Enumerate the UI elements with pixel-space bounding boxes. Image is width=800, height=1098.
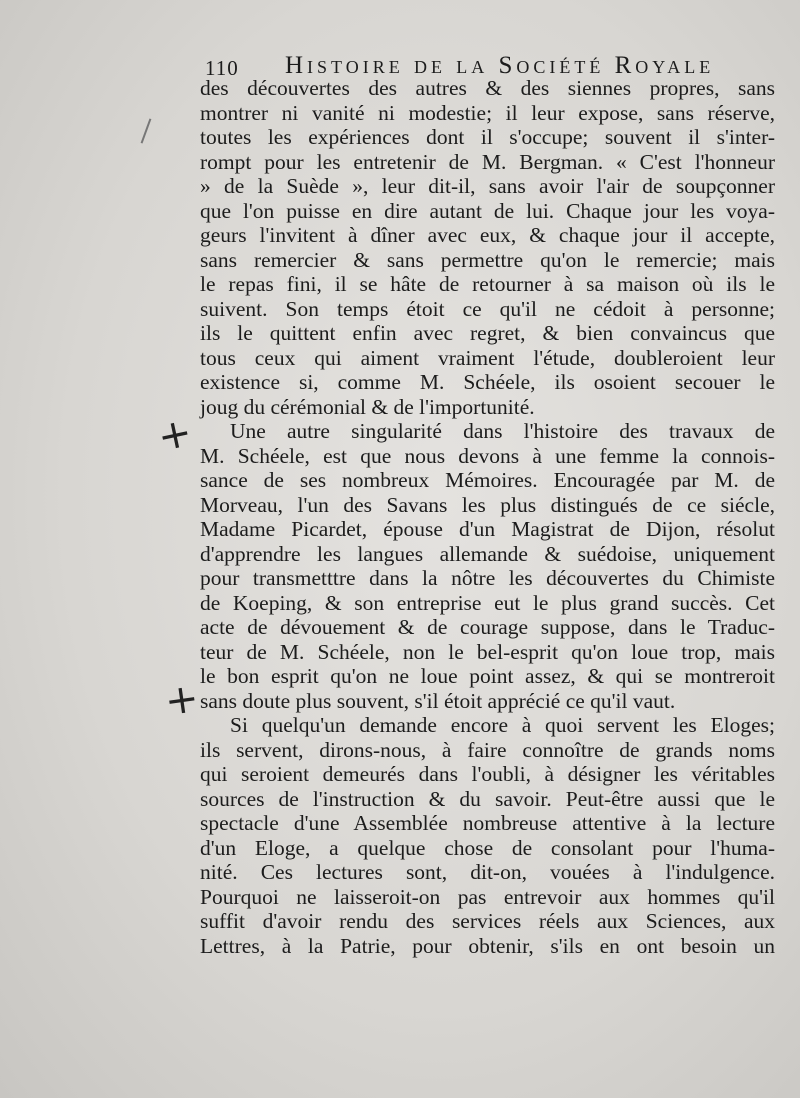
text-line: Lettres, à la Patrie, pour obtenir, s'ils en ont besoin un [200,933,775,958]
paragraph [200,419,775,713]
text-line: ils le quittent enfin avec regret, & bien convaincus que [200,321,775,345]
text-line: le bon esprit qu'on ne loue point assez, & qui se montreroit [200,664,775,688]
margin-cross-mark: + [153,409,196,461]
text-line: ils servent, dirons-nous, à faire connoître de grands noms [200,737,775,762]
text-line: Une autre singularité dans l'histoire des travaux de [230,419,775,443]
text-line: tous ceux qui aiment vraiment l'étude, doubleroient leur [200,345,775,370]
running-title: Histoire de la Société Royale [285,52,715,79]
text-line: Morveau, l'un des Savans les plus distingués de ce siécle, [200,492,775,517]
text-line: spectacle d'une Assemblée nombreuse attentive à la lecture [200,811,775,835]
text-line: sans doute plus souvent, s'il étoit apprécié ce qu'il vaut. [200,688,676,713]
body-text [200,76,775,958]
text-line: nité. Ces lectures sont, dit-on, vouées à l'indulgence. [200,860,775,884]
text-line: existence si, comme M. Schéele, ils osoient secouer le [200,370,775,394]
text-line: Pourquoi ne laisseroit-on pas entrevoir aux hommes qu'il [200,884,775,909]
text-line: des découvertes des autres & des siennes propres, sans [200,76,775,100]
text-line: d'un Eloge, a quelque chose de consolant pour l'huma- [200,835,775,860]
text-line: rompt pour les entretenir de M. Bergman. « C'est l'honneur [200,149,775,174]
text-line: d'apprendre les langues allemande & suédoise, uniquement [200,541,775,566]
paragraph [200,713,775,958]
text-line: Si quelqu'un demande encore à quoi servent les Eloges; [230,713,775,737]
text-line: Madame Picardet, épouse d'un Magistrat de Dijon, résolut [200,517,775,541]
text-line: qui seroient demeurés dans l'oubli, à désigner les véritables [200,762,775,786]
text-line: joug du cérémonial & de l'importunité. [200,394,535,419]
paragraph [200,76,775,419]
margin-cross-mark: + [161,674,202,726]
text-line: pour transmetttre dans la nôtre les découvertes du Chimiste [200,566,775,590]
text-line: » de la Suède », leur dit-il, sans avoir l'air de soupçonner [200,174,775,198]
margin-tick [141,118,152,143]
text-line: que l'on puisse en dire autant de lui. Chaque jour les voya- [200,198,775,223]
text-line: acte de dévouement & de courage suppose, dans le Traduc- [200,615,775,639]
page-number: 110 [205,56,239,80]
text-line: montrer ni vanité ni modestie; il leur expose, sans réserve, [200,100,775,125]
text-line: sources de l'instruction & du savoir. Peut-être aussi que le [200,786,775,811]
text-line: suivent. Son temps étoit ce qu'il ne cédoit à personne; [200,296,775,321]
text-line: sans remercier & sans permettre qu'on le remercie; mais [200,247,775,272]
text-line: toutes les expériences dont il s'occupe; souvent il s'inter- [200,125,775,149]
text-line: suffit d'avoir rendu des services réels aux Sciences, aux [200,909,775,933]
text-line: de Koeping, & son entreprise eut le plus grand succès. Cet [200,590,775,615]
text-line: geurs l'invitent à dîner avec eux, & chaque jour il accepte, [200,223,775,247]
text-line: M. Schéele, est que nous devons à une femme la connois- [200,443,775,468]
text-line: le repas fini, il se hâte de retourner à sa maison où ils le [200,272,775,296]
text-line: teur de M. Schéele, non le bel-esprit qu'on loue trop, mais [200,639,775,664]
text-line: sance de ses nombreux Mémoires. Encouragée par M. de [200,468,775,492]
